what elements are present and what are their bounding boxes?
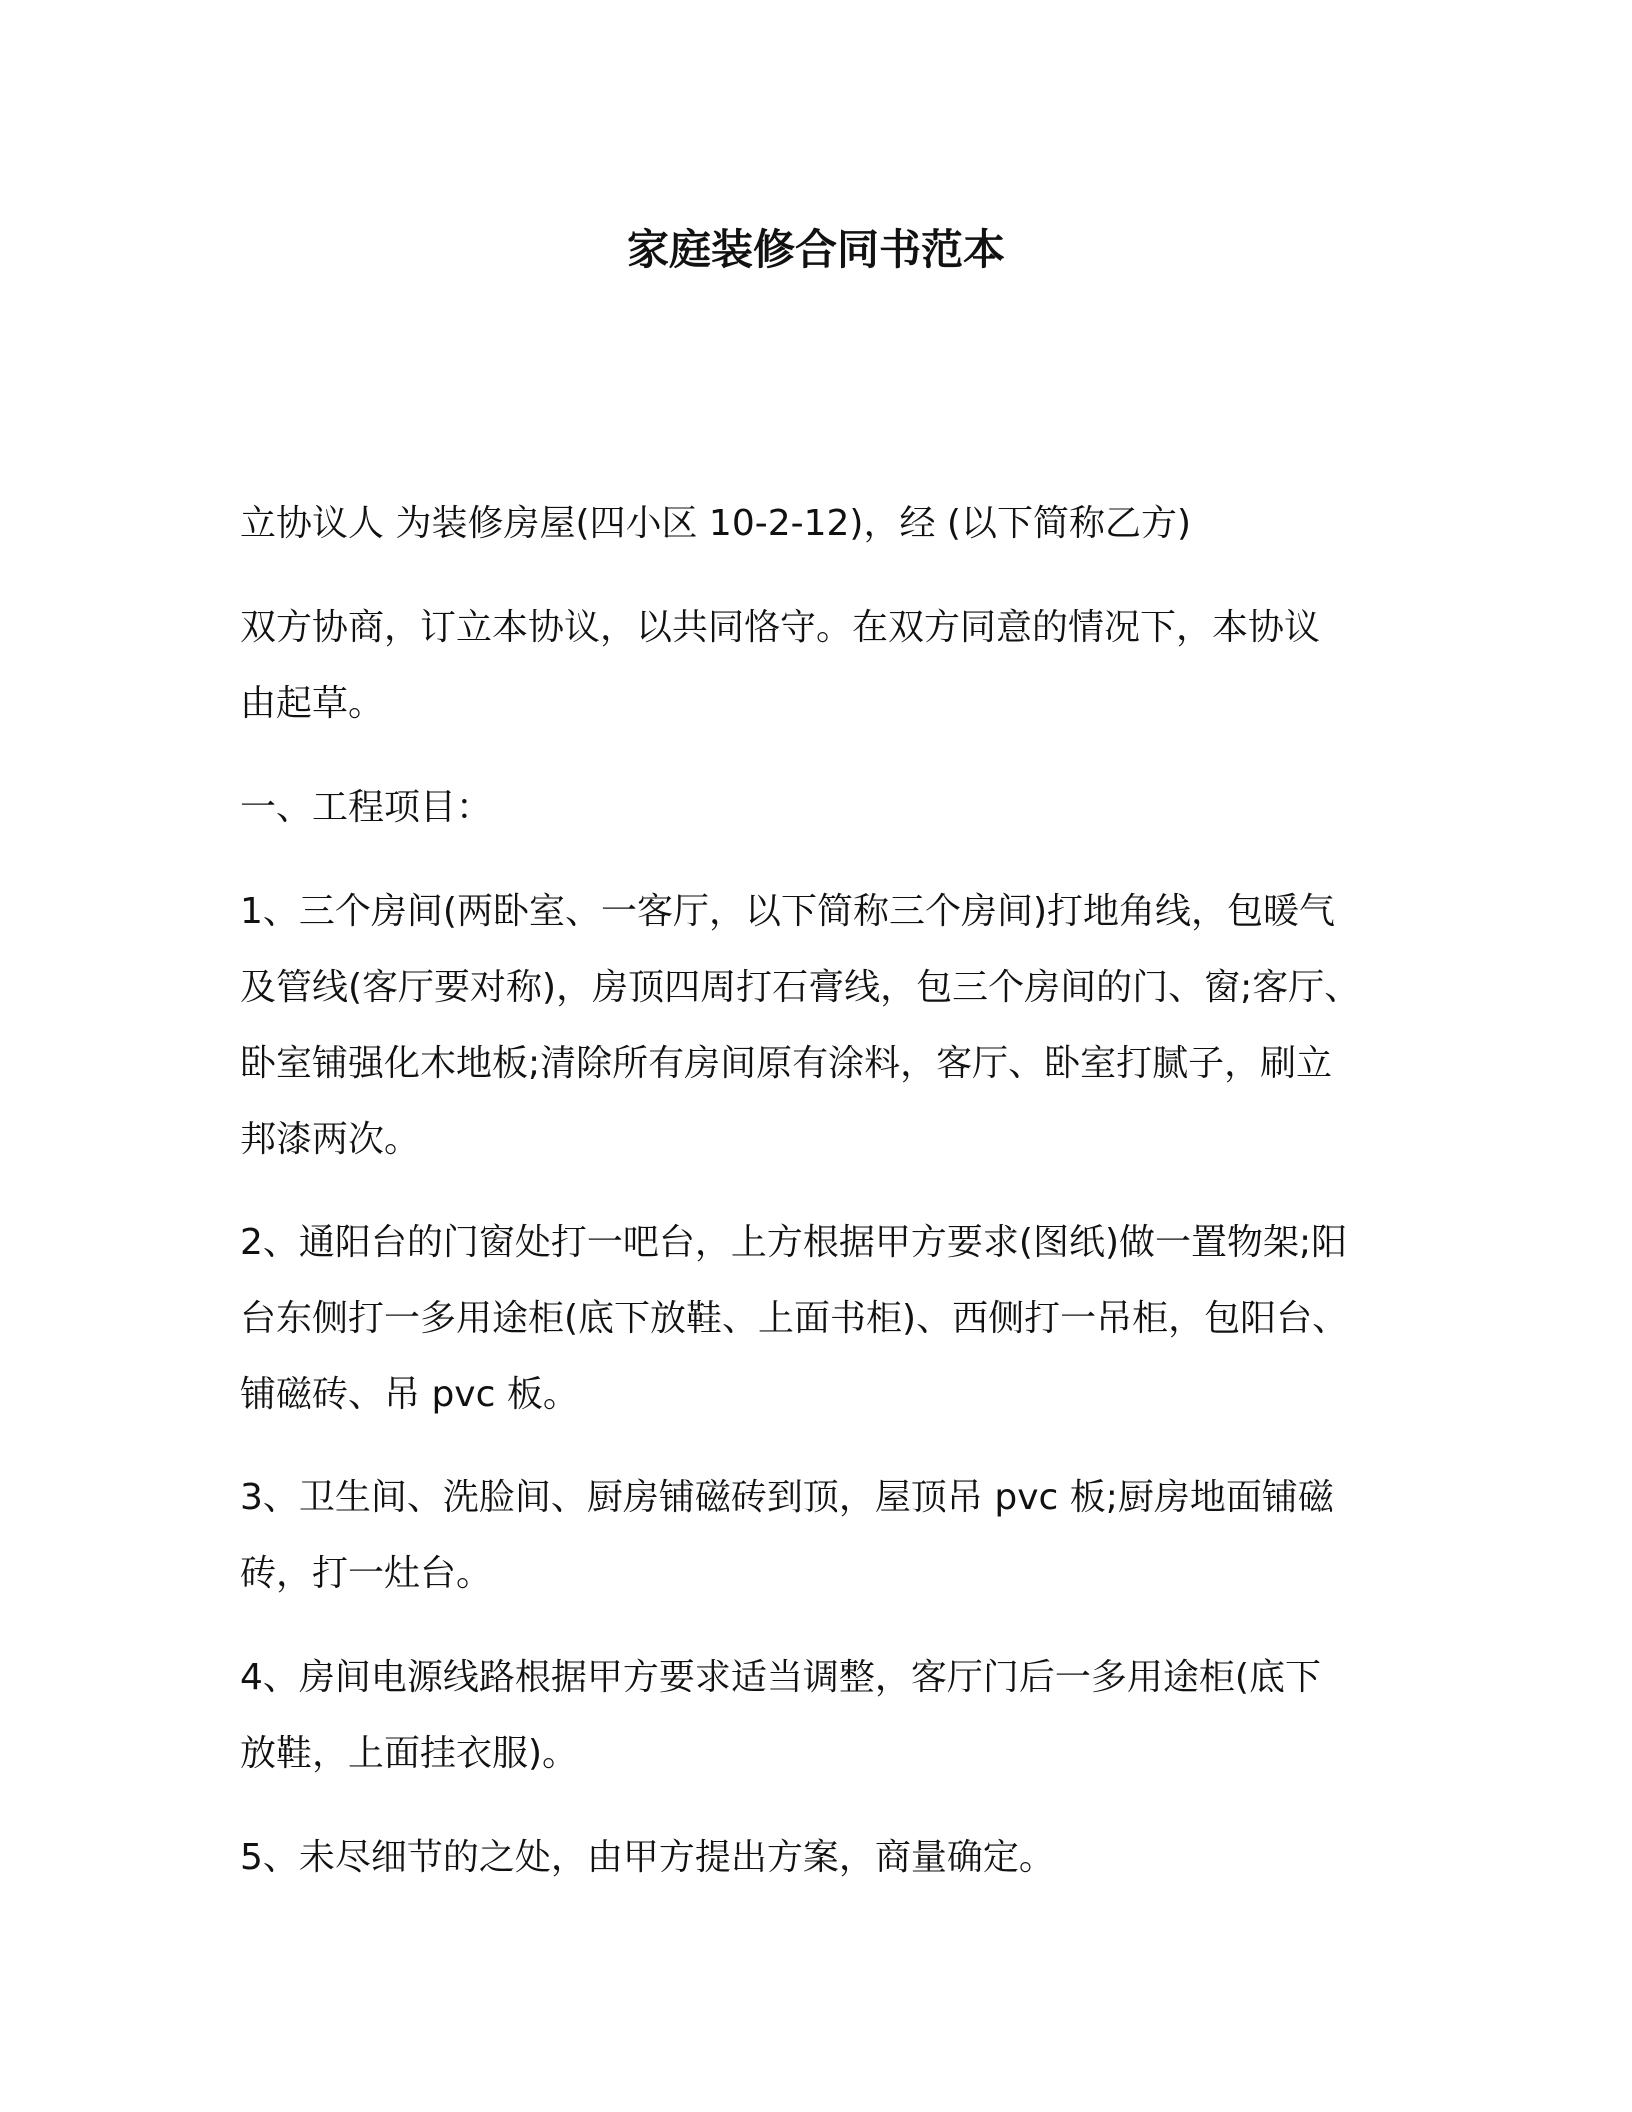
item-3-paragraph xyxy=(240,1460,1400,1612)
text-line: 3、卫生间、洗脸间、厨房铺磁砖到顶，屋顶吊 pvc 板;厨房地面铺磁 xyxy=(240,1477,1334,1518)
item-2-paragraph xyxy=(240,1205,1400,1433)
section-heading xyxy=(240,770,1400,846)
text-line: 放鞋，上面挂衣服)。 xyxy=(240,1733,579,1774)
text-line: 由起草。 xyxy=(240,683,385,724)
text-line: 及管线(客厅要对称)，房顶四周打石膏线，包三个房间的门、窗;客厅、 xyxy=(240,967,1361,1008)
text-line: 1、三个房间(两卧室、一客厅，以下简称三个房间)打地角线，包暖气 xyxy=(240,891,1335,932)
text-line: 砖，打一灶台。 xyxy=(240,1553,493,1594)
document-title: 家庭装修合同书范本 xyxy=(626,225,1005,274)
text-line: 4、房间电源线路根据甲方要求适当调整，客厅门后一多用途柜(底下 xyxy=(240,1657,1321,1698)
text-line: 双方协商，订立本协议，以共同恪守。在双方同意的情况下，本协议 xyxy=(240,607,1321,648)
agreement-paragraph xyxy=(240,590,1400,742)
text-line: 邦漆两次。 xyxy=(240,1119,421,1160)
preamble-paragraph xyxy=(240,486,1400,562)
text-line: 台东侧打一多用途柜(底下放鞋、上面书柜)、西侧打一吊柜，包阳台、 xyxy=(240,1298,1349,1339)
item-4-paragraph xyxy=(240,1640,1400,1792)
text-line: 卧室铺强化木地板;清除所有房间原有涂料，客厅、卧室打腻子，刷立 xyxy=(240,1043,1333,1084)
text-line: 一、工程项目： xyxy=(240,787,493,828)
item-1-paragraph xyxy=(240,874,1400,1178)
text-line: 2、通阳台的门窗处打一吧台，上方根据甲方要求(图纸)做一置物架;阳 xyxy=(240,1222,1348,1263)
text-line: 立协议人 为装修房屋(四小区 10-2-12)，经 (以下简称乙方) xyxy=(240,503,1192,544)
item-5-paragraph xyxy=(240,1820,1400,1896)
text-line: 5、未尽细节的之处，由甲方提出方案，商量确定。 xyxy=(240,1837,1055,1878)
text-line: 铺磁砖、吊 pvc 板。 xyxy=(240,1374,579,1415)
